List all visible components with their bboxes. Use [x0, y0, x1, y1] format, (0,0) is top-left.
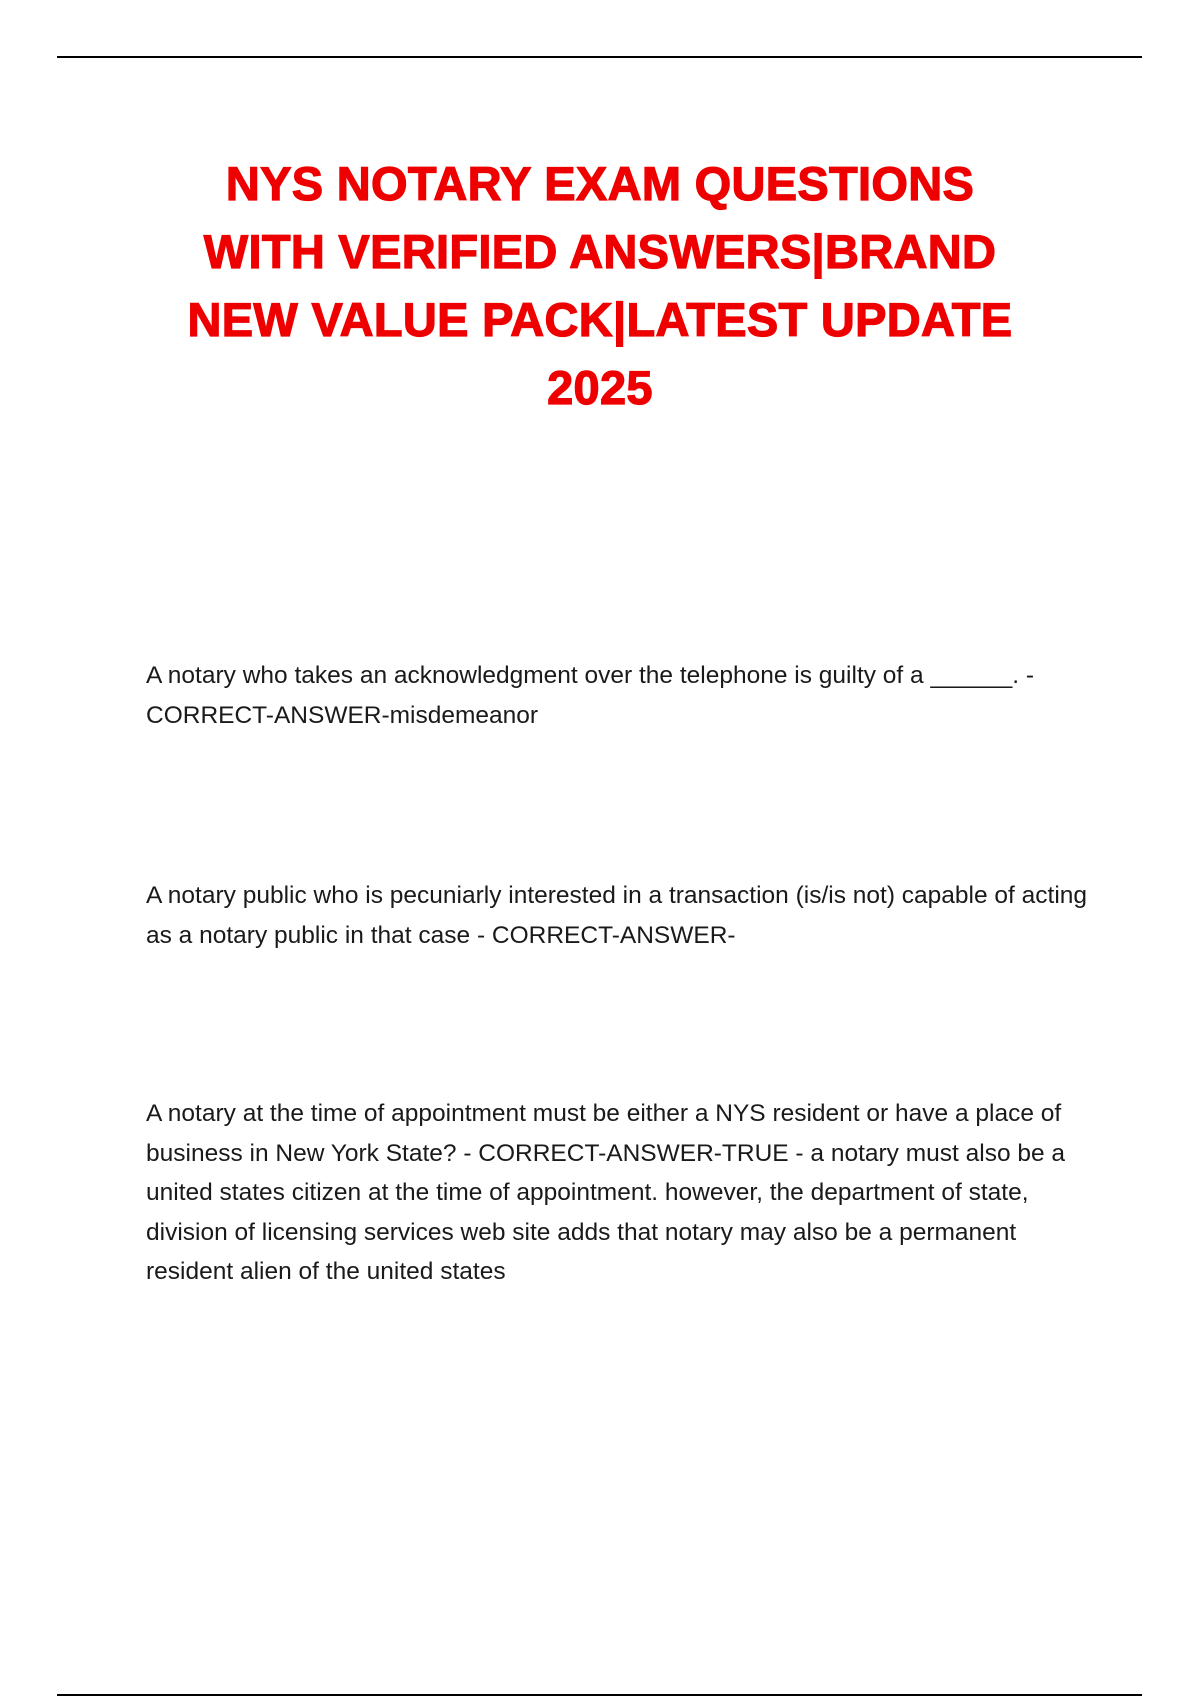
title-line-2: WITH VERIFIED ANSWERS|BRAND — [203, 225, 997, 278]
document-title — [120, 150, 1080, 422]
title-line-1: NYS NOTARY EXAM QUESTIONS — [225, 157, 975, 210]
question-answer-1: A notary who takes an acknowledgment over the telephone is guilty of a ______. - CORRECT-ANSWER-misdemeanor — [146, 662, 1035, 729]
footer-rule — [57, 1694, 1142, 1696]
question-answer-2: A notary public who is pecuniarly interested in a transaction (is/is not) capable of acting as a notary public in that case - CORRECT-ANSWER- — [146, 882, 1088, 949]
title-line-4: 2025 — [547, 361, 653, 414]
header-rule — [57, 56, 1142, 58]
question-answer-3: A notary at the time of appointment must be either a NYS resident or have a place of business in New York State? - CORRECT-ANSWER-TRUE - a notary must also be a united states citizen at the time of appointment. however, the department of state, division of licensing services web site adds that notary may also be a permanent resident alien of the united states — [146, 1100, 1066, 1285]
title-line-3: NEW VALUE PACK|LATEST UPDATE — [187, 293, 1013, 346]
